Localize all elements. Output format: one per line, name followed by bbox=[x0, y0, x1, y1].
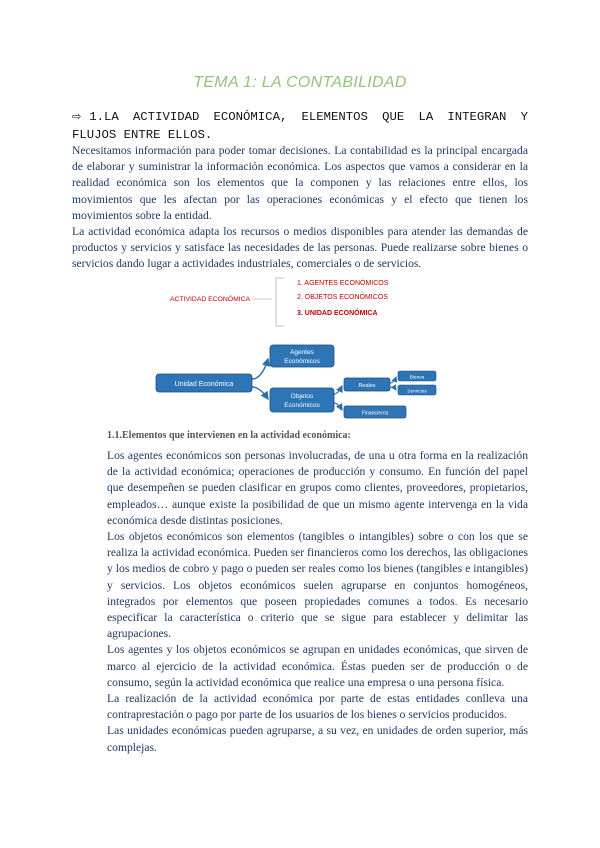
node-label: Objetos bbox=[290, 393, 314, 400]
intro-text bbox=[72, 143, 528, 273]
arrow-to-financieros bbox=[334, 403, 342, 410]
economic-unit-diagram bbox=[150, 343, 450, 423]
arrow-icon: ⇨ bbox=[72, 110, 82, 123]
paragraph: Las unidades económicas pueden agruparse, a su vez, en unidades de orden superior, más complejas. bbox=[107, 724, 528, 754]
arrow-to-bienes bbox=[390, 377, 396, 383]
activity-bracket-diagram bbox=[160, 276, 420, 330]
node-label: Bienes bbox=[409, 375, 425, 381]
paragraph: Los agentes y los objetos económicos se agrupan en unidades económicas, que sirven de marco al ejercicio de la actividad económica. Éstas pueden ser de producción o de consumo, según la actividad económica que realice una empresa o una persona física. bbox=[107, 643, 528, 689]
node-label: Unidad Económica bbox=[174, 381, 234, 388]
subsection-heading: 1.1.Elementos que intervienen en la actividad económica: bbox=[107, 430, 351, 441]
bracket bbox=[276, 278, 284, 326]
arrow-to-agentes bbox=[252, 359, 268, 379]
page-title: TEMA 1: LA CONTABILIDAD bbox=[193, 74, 407, 91]
diagram-item: 3. UNIDAD ECONÓMICA bbox=[297, 310, 378, 317]
arrow-to-objetos bbox=[252, 387, 268, 399]
arrow-to-reales bbox=[334, 386, 342, 394]
paragraph: Los objetos económicos son elementos (tangibles o intangibles) sobre o con los que se realiza la actividad económica. Pueden ser financieros como los derechos, las obligaciones y los medios de cobro y pago o pueden ser reales como los bienes (tangibles e intangibles) y servicios. Los objetos económicos suelen agruparse en conjuntos homogéneos, integrados por elementos que poseen propiedades comunes a todos. Es necesario especificar la característica o criterio que se sigue para establecer y delimitar las agrupaciones. bbox=[107, 530, 528, 641]
node-label: Servicios bbox=[407, 389, 427, 395]
diagram-item: 2. OBJETOS ECONÓMICOS bbox=[297, 294, 388, 301]
paragraph: Necesitamos información para poder tomar decisiones. La contabilidad es la principal encargada de elaborar y suministrar la información económica. Los aspectos que vamos a considerar en la realidad económica son los elementos que la componen y las relaciones entre ellos, los movimientos que les afectan por las operaciones económicas y el efecto que tienen los movimientos sobre la entidad. bbox=[72, 144, 528, 222]
paragraph: La actividad económica adapta los recursos o medios disponibles para atender las demandas de productos y servicios y satisface las necesidades de las personas. Puede realizarse sobre bienes o servicios dando lugar a actividades industriales, comerciales o de servicios. bbox=[72, 225, 528, 271]
node-label: Financieros bbox=[361, 410, 389, 417]
node-label: Económicos bbox=[284, 402, 320, 409]
arrow-to-servicios bbox=[390, 387, 396, 390]
node-label: Económicos bbox=[284, 358, 320, 365]
section-heading-text: 1.LA ACTIVIDAD ECONÓMICA, ELEMENTOS QUE LA INTEGRAN Y FLUJOS ENTRE ELLOS. bbox=[72, 110, 528, 142]
node-label: Reales bbox=[358, 383, 376, 389]
diagram-label: ACTIVIDAD ECONÓMICA bbox=[170, 296, 251, 303]
node-label: Agentes bbox=[290, 349, 314, 356]
paragraph: Los agentes económicos son personas involucradas, de una u otra forma en la realización de la actividad económica; operaciones de producción y consumo. En función del papel que desempeñen se pueden clasificar en grupos como clientes, proveedores, propietarios, empleados… aunque existe la posibilidad de que un mismo agente intervenga en la vida económica desde distintas posiciones. bbox=[107, 449, 528, 527]
section-heading bbox=[72, 108, 528, 144]
diagram-item: 1. AGENTES ECONÓMICOS bbox=[297, 280, 389, 287]
paragraph: La realización de la actividad económica por parte de estas entidades conlleva una contraprestación o pago por parte de los usuarios de los bienes o servicios producidos. bbox=[107, 692, 528, 722]
body-text bbox=[107, 448, 528, 756]
